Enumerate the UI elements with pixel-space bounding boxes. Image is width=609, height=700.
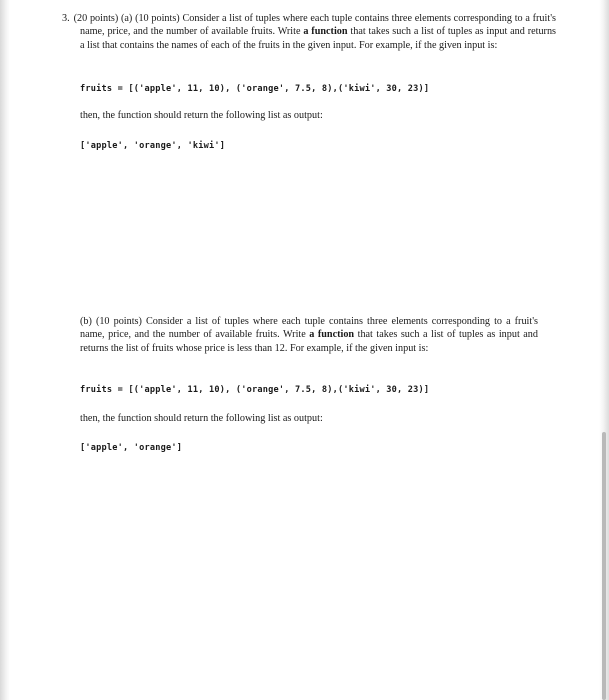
question-3a-text-1: (20 points) (a) (10 points) Consider a list of tuples where each tuple contains three elements corresponding to a fruit's name, price, and the number of available fruits. Write (73, 13, 556, 38)
question-3b-output-code: ['apple', 'orange'] (80, 443, 183, 453)
question-3b-text-1: (b) (10 points) Consider a list of tuples where each tuple contains three elements corresponding to a fruit's name, price, and the number of available fruits. Write (80, 316, 538, 341)
question-3b-bold: a function (309, 329, 355, 341)
question-3a-paragraph (62, 12, 556, 52)
question-3a-then-text: then, the function should return the following list as output: (80, 110, 323, 121)
question-number: 3. (62, 13, 70, 24)
question-3a-output-code: ['apple', 'orange', 'kiwi'] (80, 141, 226, 151)
question-3a-text-2: that takes such a list of tuples as input and returns a list that contains the names of each of the fruits in the given input. For example, if the given input is: (80, 26, 557, 51)
question-3b-then-text: then, the function should return the following list as output: (80, 413, 323, 424)
question-3b-text-2: that takes such a list of tuples as input and returns the list of fruits whose price is less than 12. For example, if the given input is: (80, 329, 538, 354)
page-left-edge (0, 0, 10, 700)
question-3a-input-code: fruits = [('apple', 11, 10), ('orange', 7.5, 8),('kiwi', 30, 23)] (80, 84, 430, 94)
question-3b-paragraph (62, 315, 538, 355)
question-3a-bold: a function (303, 26, 348, 38)
question-3b-input-code: fruits = [('apple', 11, 10), ('orange', 7.5, 8),('kiwi', 30, 23)] (80, 385, 430, 395)
vertical-scrollbar[interactable] (602, 432, 606, 700)
